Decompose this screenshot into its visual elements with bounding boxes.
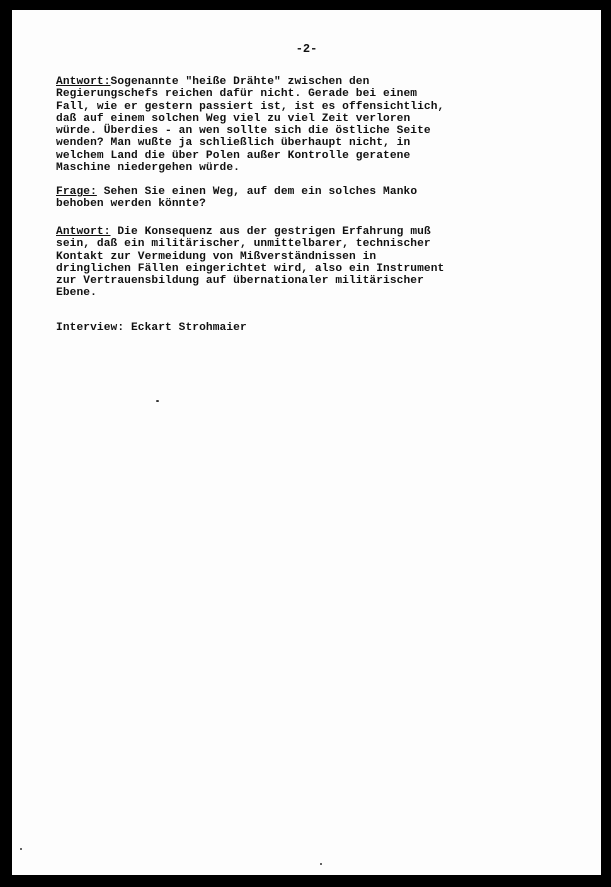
- paragraph-line: dringlichen Fällen eingerichtet wird, also ein Instrument: [56, 262, 445, 275]
- scan-speck: [20, 848, 22, 850]
- paragraph-line: sein, daß ein militärischer, unmittelbarer, technischer: [56, 238, 431, 251]
- answer-label: Antwort:: [56, 226, 111, 238]
- paragraph-text: Sogenannte "heiße Drähte" zwischen den: [110, 76, 370, 88]
- interview-credit-text: Interview: Eckart Strohmaier: [56, 322, 247, 334]
- answer-paragraph-1: [56, 76, 576, 174]
- paragraph-line: daß auf einem solchen Weg viel zu viel Zeit verloren: [56, 112, 411, 125]
- paragraph-line: behoben werden könnte?: [56, 198, 206, 211]
- interview-credit: [56, 322, 576, 334]
- question-label: Frage:: [56, 186, 97, 198]
- paragraph-line: Ebene.: [56, 287, 97, 300]
- answer-label: Antwort:: [56, 76, 111, 88]
- scan-speck: [320, 863, 322, 865]
- paragraph-line: Fall, wie er gestern passiert ist, ist es offensichtlich,: [56, 100, 445, 113]
- scan-speck: [156, 400, 159, 402]
- paragraph-line: [56, 186, 576, 198]
- paragraph-text: Die Konsequenz aus der gestrigen Erfahrung muß: [110, 226, 431, 238]
- paragraph-line: [56, 226, 576, 238]
- paragraph-line: würde. Überdies - an wen sollte sich die östliche Seite: [56, 125, 431, 138]
- document-page: [12, 10, 601, 875]
- page-number: -2-: [295, 42, 318, 56]
- paragraph-line: Maschine niedergehen würde.: [56, 162, 240, 175]
- paragraph-line: Kontakt zur Vermeidung von Mißverständnissen in: [56, 250, 377, 263]
- paragraph-line: zur Vertrauensbildung auf übernationaler militärischer: [56, 275, 424, 288]
- paragraph-line: wenden? Man wußte ja schließlich überhaupt nicht, in: [56, 137, 411, 150]
- paragraph-line: Regierungschefs reichen dafür nicht. Gerade bei einem: [56, 88, 418, 101]
- answer-paragraph-2: [56, 226, 576, 300]
- paragraph-text: Sehen Sie einen Weg, auf dem ein solches Manko: [96, 186, 418, 198]
- paragraph-line: [56, 76, 576, 88]
- question-paragraph: [56, 186, 576, 211]
- paragraph-line: welchem Land die über Polen außer Kontrolle geratene: [56, 149, 411, 162]
